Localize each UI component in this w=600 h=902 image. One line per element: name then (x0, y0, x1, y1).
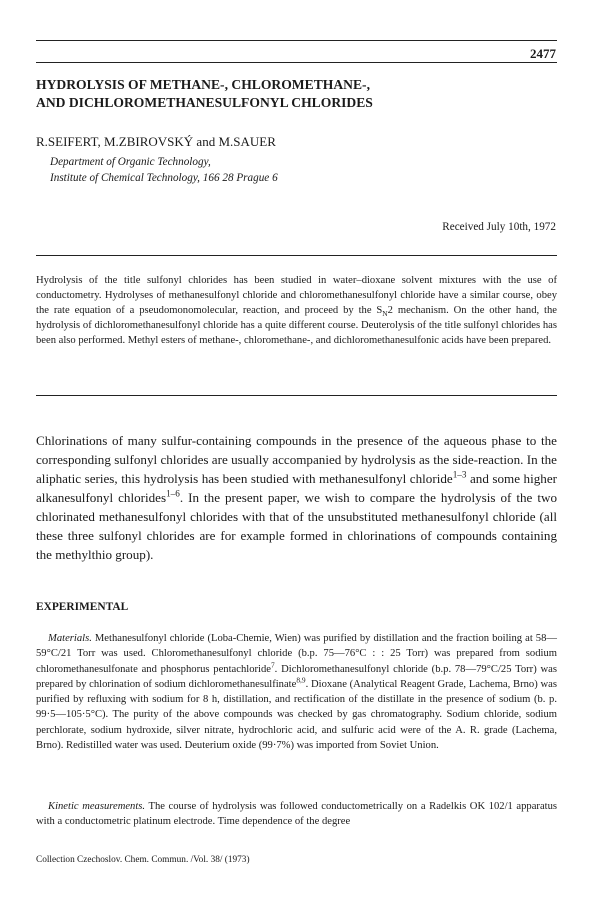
article-title (36, 76, 556, 112)
materials-paragraph (36, 631, 557, 753)
abstract (36, 273, 557, 348)
author-1-name: SEIFERT (47, 134, 98, 149)
author-2: , M.ZBIROVSKÝ and M. (97, 134, 234, 149)
materials-ref-2: 8,9 (296, 675, 306, 685)
affiliation-line-1: Department of Organic Technology, (50, 156, 211, 168)
page-number: 2477 (530, 46, 556, 61)
materials-text-2: . Dichloromethanesulfonyl chloride (b.p. 78—79°C/25 Torr) was prepared by chlorination of sodium dichloromethanesulfinate (36, 663, 557, 690)
header-rule (36, 62, 557, 63)
intro-ref-1: 1–3 (452, 469, 467, 480)
abstract-text-1: Hydrolysis of the title sulfonyl chlorides has been studied in water–dioxane solvent mixtures with the use of conductometry. Hydrolyses of methanesulfonyl chloride and chloromethanesulfonyl chloride have a similar course, obey the rate equation of a pseudomonomolecular, reaction, and proceed by the S (36, 275, 557, 317)
title-line-2: AND DICHLOROMETHANESULFONYL CHLORIDES (36, 95, 373, 110)
introduction (36, 431, 557, 564)
title-line-1: HYDROLYSIS OF METHANE-, CHLOROMETHANE-, (36, 77, 370, 92)
author-3-name: SAUER (233, 134, 276, 149)
abstract-text-2: 2 mechanism. On the other hand, the hydrolysis of dichloromethanesulfonyl chloride has a quite different course. Deuterolysis of the title sulfonyl chlorides has been also performed. Methyl esters of methane-, chloromethane-, and dichloromethanesulfonic acids have been prepared. (36, 305, 558, 347)
affiliation-line-2: Institute of Chemical Technology, 166 28 Prague 6 (50, 172, 278, 184)
intro-ref-2: 1–6 (166, 488, 180, 499)
received-date: Received July 10th, 1972 (442, 221, 556, 233)
top-rule (36, 40, 557, 41)
materials-text-1: Methanesulfonyl chloride (Loba-Chemie, Wien) was purified by distillation and the fraction boiling at 58—59°C/21 Torr was used. Chloromethanesulfonyl chloride (b.p. 75—76°C : : 25 Torr) was prepared from sodium chloromethanesulfonate and phosphorus pentachloride (36, 633, 557, 675)
abstract-bottom-rule (36, 395, 557, 396)
intro-text-2: and some higher alkanesulfonyl chlorides (36, 471, 557, 505)
author-list (36, 134, 276, 150)
section-heading-experimental: EXPERIMENTAL (36, 601, 129, 613)
affiliation (50, 154, 278, 186)
kinetic-text: The course of hydrolysis was followed conductometrically on a Radelkis OK 102/1 apparatus with a conductometric platinum electrode. Time dependence of the degree (36, 801, 558, 828)
kinetic-paragraph (36, 799, 557, 830)
intro-text-1: Chlorinations of many sulfur-containing compounds in the presence of the aqueous phase to the corresponding sulfonyl chlorides are usually accompanied by hydrolysis as the side-reaction. In the aliphatic series, this hydrolysis has been studied with methanesulfonyl chloride (36, 433, 557, 486)
materials-ref-1: 7 (270, 660, 275, 670)
abstract-top-rule (36, 255, 557, 256)
journal-footer: Collection Czechoslov. Chem. Commun. /Vol. 38/ (1973) (36, 855, 250, 865)
author-1-initial: R. (36, 134, 48, 149)
kinetic-lead: Kinetic measurements. (48, 801, 146, 812)
materials-text-3: . Dioxane (Analytical Reagent Grade, Lachema, Brno) was purified by refluxing with sodium for 8 h, distillation, and rectification of the distillate in the presence of sodium (b. p. 99·5—105·5°C). The purity of the above compounds was checked by gas chromatography. Sodium chloride, sodium perchlorate, sodium hydroxide, silver nitrate, hydrochloric acid, and sulfuric acid were of the A. R. grade (Lachema, Brno). Redistilled water was used. Deuterium oxide (99·7%) was imported from Soviet Union. (36, 678, 557, 752)
abstract-subscript: N (382, 309, 388, 319)
intro-text-3: . In the present paper, we wish to compare the hydrolysis of the two chlorinated methanesulfonyl chlorides with that of the unsubstituted methanesulfonyl chloride (all these three sulfonyl chlorides are for example formed in chlorinations of compounds containing the methylthio group). (36, 490, 558, 562)
materials-lead: Materials. (48, 633, 92, 644)
